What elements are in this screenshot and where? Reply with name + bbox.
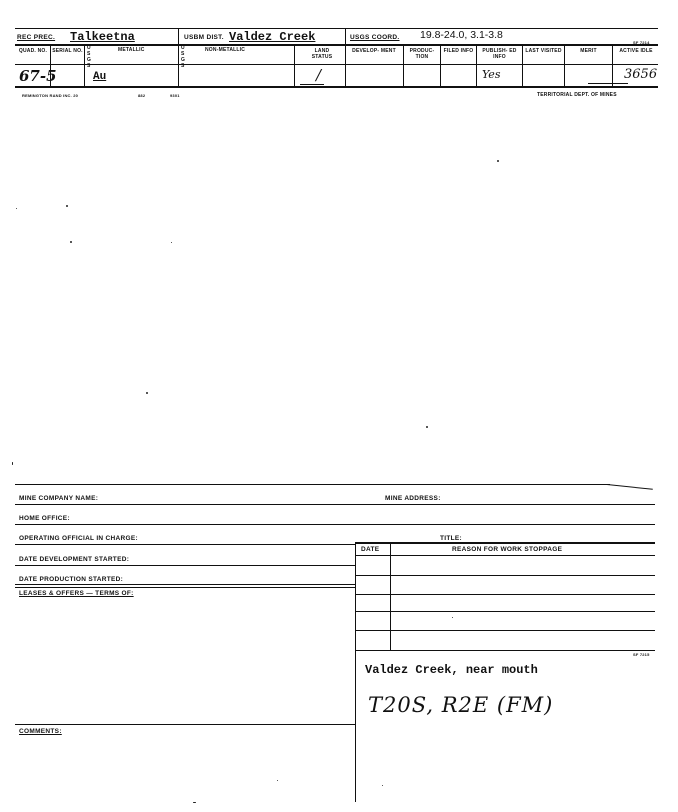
land-status-value: / <box>316 66 322 84</box>
rec-prec-label: REC PREC. <box>17 34 56 41</box>
col-serial-no: SERIAL NO. <box>52 48 83 54</box>
col-nonmetallic: NON-METALLIC <box>205 47 246 53</box>
col-land-status: LAND STATUS <box>311 48 333 60</box>
col-filed-info: FILED INFO <box>443 48 474 54</box>
metallic-value: Au <box>93 71 107 83</box>
col-metallic: METALLIC <box>118 47 145 53</box>
usbm-dist-value: Valdez Creek <box>229 30 316 44</box>
scan-speck <box>66 205 68 207</box>
title-label: TITLE: <box>440 535 463 542</box>
form-number-bottom: SF 7215 <box>633 652 650 657</box>
col-quad-no: QUAD. NO. <box>18 48 48 54</box>
rec-prec-value: Talkeetna <box>70 30 135 44</box>
usbm-dist-label: USBM DIST. <box>184 34 224 41</box>
scan-speck <box>452 617 453 618</box>
scan-speck <box>12 462 13 465</box>
leases-offers-label: LEASES & OFFERS — TERMS OF: <box>19 590 134 597</box>
operating-official-label: OPERATING OFFICIAL IN CHARGE: <box>19 535 138 542</box>
form-number-top: SF 7214 <box>633 40 650 45</box>
location-handwritten: T20S, R2E (FM) <box>368 693 554 717</box>
col-active-idle: ACTIVE IDLE <box>619 48 653 54</box>
date-production-label: DATE PRODUCTION STARTED: <box>19 576 124 583</box>
scan-speck <box>426 426 428 428</box>
scan-speck <box>497 160 499 162</box>
scan-speck <box>146 392 148 394</box>
scan-speck <box>382 785 383 786</box>
home-office-label: HOME OFFICE: <box>19 515 70 522</box>
scan-speck <box>16 208 17 209</box>
usgs-coord-value: 19.8-24.0, 3.1-3.8 <box>420 29 503 41</box>
col-usgs-nonmetallic: U S G S <box>181 45 186 69</box>
reason-column-header: REASON FOR WORK STOPPAGE <box>452 546 563 553</box>
usgs-coord-label: USGS COORD. <box>350 34 400 41</box>
active-idle-value: 3656 <box>624 67 658 82</box>
col-merit: MERIT <box>580 48 597 54</box>
published-info-value: Yes <box>482 68 501 81</box>
date-development-label: DATE DEVELOPMENT STARTED: <box>19 556 130 563</box>
col-published-info: PUBLISH- ED INFO <box>482 48 517 60</box>
scan-speck <box>277 780 278 781</box>
comments-label: COMMENTS: <box>19 728 62 735</box>
printer-code-1: 882 <box>138 93 146 98</box>
col-production: PRODUC- TION <box>409 48 435 60</box>
scan-speck <box>193 802 196 803</box>
location-typed: Valdez Creek, near mouth <box>365 663 538 677</box>
date-column-header: DATE <box>361 546 380 553</box>
col-last-visited: LAST VISITED <box>525 48 562 54</box>
mine-company-label: MINE COMPANY NAME: <box>19 495 99 502</box>
printer-code-2: 9301 <box>170 93 180 98</box>
scan-speck <box>70 241 72 243</box>
col-development: DEVELOP- MENT <box>352 48 396 54</box>
mine-address-label: MINE ADDRESS: <box>385 495 441 502</box>
col-usgs-metallic: U S G S <box>87 45 92 69</box>
department-line: TERRITORIAL DEPT. OF MINES <box>537 92 617 98</box>
scan-speck <box>171 242 172 243</box>
quad-serial-value: 67-5 <box>19 67 57 85</box>
printer-line: REMINGTON RAND INC. 20 <box>22 93 79 98</box>
